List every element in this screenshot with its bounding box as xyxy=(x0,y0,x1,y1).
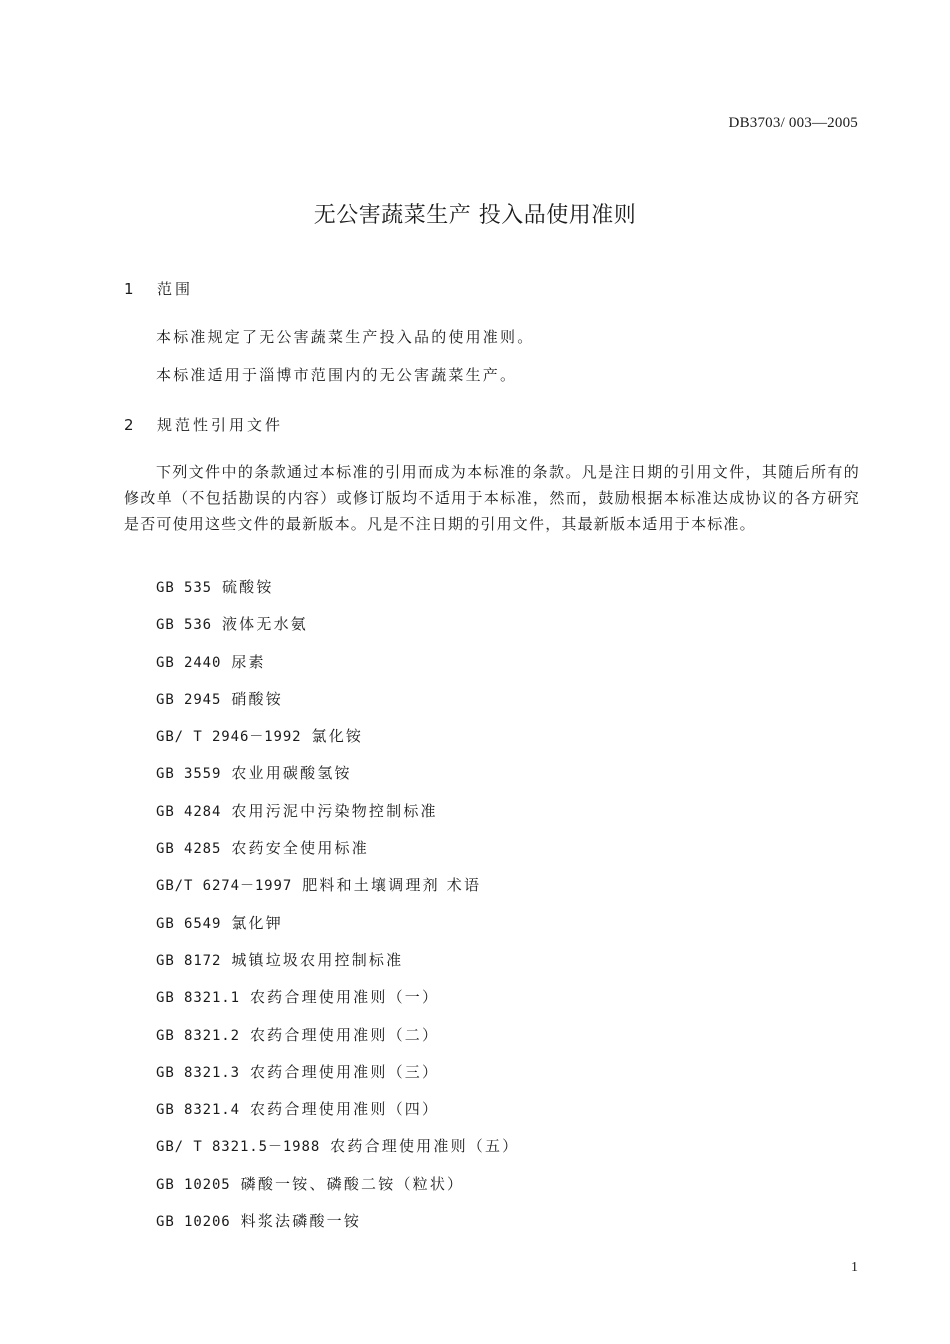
reference-code: GB 8321.2 xyxy=(156,1027,240,1044)
reference-code: GB 536 xyxy=(156,617,212,634)
reference-code: GB 8321.3 xyxy=(156,1064,240,1081)
section-2-heading xyxy=(124,414,283,435)
reference-title: 尿素 xyxy=(231,652,266,671)
reference-title: 氯化钾 xyxy=(231,913,283,932)
reference-code: GB 2945 xyxy=(156,691,222,708)
reference-item xyxy=(156,1061,519,1098)
reference-code: GB 3559 xyxy=(156,766,222,783)
reference-code: GB 535 xyxy=(156,580,212,596)
reference-item xyxy=(156,651,519,688)
reference-title: 农药合理使用准则（五） xyxy=(330,1137,520,1156)
reference-title: 肥料和土壤调理剂 术语 xyxy=(302,876,482,895)
reference-item xyxy=(156,1173,519,1210)
reference-code: GB/ T 2946－1992 xyxy=(156,729,302,746)
reference-title: 农药合理使用准则（三） xyxy=(249,1062,440,1081)
reference-item xyxy=(156,725,519,762)
reference-item xyxy=(156,576,519,613)
section-1-paragraph-2: 本标准适用于淄博市范围内的无公害蔬菜生产。 xyxy=(156,366,518,384)
reference-code: GB 10206 xyxy=(156,1214,231,1231)
reference-title: 农药合理使用准则（四） xyxy=(249,1100,440,1119)
reference-title: 农业用碳酸氢铵 xyxy=(231,764,352,783)
reference-code: GB 4285 xyxy=(156,841,222,858)
section-1-paragraph-1: 本标准规定了无公害蔬菜生产投入品的使用准则。 xyxy=(156,328,535,346)
reference-title: 硫酸铵 xyxy=(221,578,274,596)
reference-code: GB/T 6274－1997 xyxy=(156,878,293,895)
reference-title: 农药安全使用标准 xyxy=(231,839,369,858)
reference-title: 硝酸铵 xyxy=(231,689,283,708)
section-1-title: 范围 xyxy=(157,280,194,298)
reference-item xyxy=(156,1098,519,1135)
reference-item xyxy=(156,1210,519,1247)
reference-title: 氯化铵 xyxy=(311,727,364,746)
reference-item xyxy=(156,949,519,986)
reference-code: GB 10205 xyxy=(156,1176,231,1193)
reference-title: 农药合理使用准则（一） xyxy=(249,988,440,1007)
reference-item xyxy=(156,688,519,725)
reference-code: GB 4284 xyxy=(156,803,222,820)
reference-item xyxy=(156,874,519,911)
reference-list xyxy=(156,576,519,1247)
reference-title: 磷酸一铵、磷酸二铵（粒状） xyxy=(240,1174,465,1193)
reference-item xyxy=(156,912,519,949)
page-number: 1 xyxy=(851,1260,858,1275)
reference-title: 液体无水氨 xyxy=(221,615,308,634)
reference-title: 城镇垃圾农用控制标准 xyxy=(231,950,404,969)
reference-item xyxy=(156,613,519,650)
document-title: 无公害蔬菜生产 投入品使用准则 xyxy=(313,203,637,228)
section-2-title: 规范性引用文件 xyxy=(157,416,284,434)
reference-code: GB 8321.1 xyxy=(156,990,240,1007)
reference-item xyxy=(156,1135,519,1172)
reference-title: 料浆法磷酸一铵 xyxy=(240,1212,362,1231)
reference-item xyxy=(156,762,519,799)
section-2-number: 2 xyxy=(124,416,134,434)
section-1-heading xyxy=(124,278,193,299)
reference-item xyxy=(156,800,519,837)
document-number: DB3703/ 003—2005 xyxy=(728,115,858,131)
reference-item xyxy=(156,1024,519,1061)
reference-item xyxy=(156,986,519,1023)
reference-title: 农用污泥中污染物控制标准 xyxy=(231,801,438,820)
reference-code: GB/ T 8321.5－1988 xyxy=(156,1139,321,1156)
reference-code: GB 8321.4 xyxy=(156,1102,240,1119)
reference-code: GB 8172 xyxy=(156,952,222,969)
reference-code: GB 6549 xyxy=(156,915,222,932)
reference-item xyxy=(156,837,519,874)
reference-code: GB 2440 xyxy=(156,654,222,671)
reference-title: 农药合理使用准则（二） xyxy=(249,1025,440,1044)
section-1-number: 1 xyxy=(124,280,134,298)
section-2-intro: 下列文件中的条款通过本标准的引用而成为本标准的条款。凡是注日期的引用文件，其随后所有的修改单（不包括勘误的内容）或修订版均不适用于本标准，然而，鼓励根据本标准达成协议的各方研究是否可使用这些文件的最新版本。凡是不注日期的引用文件，其最新版本适用于本标准。 xyxy=(124,463,860,533)
